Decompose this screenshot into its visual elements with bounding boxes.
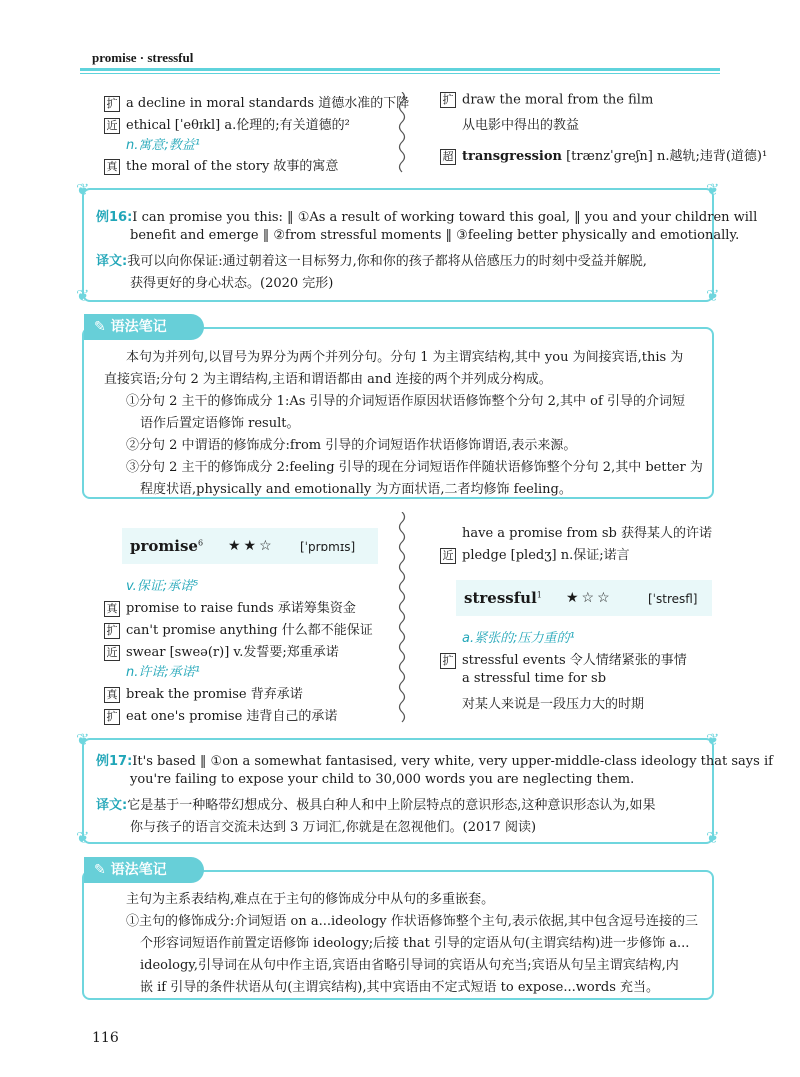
grammar-text: ideology,引导词在从句中作主语,宾语由省略引导词的宾语从句充当;宾语从句呈主谓宾结构,内 xyxy=(140,958,679,973)
headword: promise$^6$ xyxy=(130,537,204,555)
entry-line: 真 the moral of the story 故事的寓意 xyxy=(104,155,338,175)
tag-chao: 超 xyxy=(440,149,456,165)
translation-label: 译文: xyxy=(96,798,128,813)
grammar-text: 程度状语,physically and emotionally 为方面状语,二者均修饰 feeling。 xyxy=(140,482,572,497)
column-divider xyxy=(395,92,409,174)
header-rule-thin xyxy=(80,73,720,74)
translation-label: 译文: xyxy=(96,254,128,269)
pronunciation: [ˈstresfl] xyxy=(648,592,698,606)
ornament-icon: ❦ xyxy=(76,286,90,305)
example-label: 例17: xyxy=(96,754,133,769)
grammar-text: ③分句 2 主干的修饰成分 2:feeling 引导的现在分词短语作伴随状语修饰整个分句 2,其中 better 为 xyxy=(126,460,703,475)
example-chinese-cont: 获得更好的身心状态。(2020 完形) xyxy=(130,276,334,291)
entry-line: 近 ethical [ˈeθɪkl] a.伦理的;有关道德的² xyxy=(104,114,350,134)
entry-line: 真 promise to raise funds 承诺筹集资金 xyxy=(104,597,356,617)
example-chinese: 译文:它是基于一种略带幻想成分、极具白种人和中上阶层特点的意识形态,这种意识形态认为,如果 xyxy=(96,798,656,813)
sense-label: a.紧张的;压力重的¹ xyxy=(462,631,575,646)
grammar-text: ①分句 2 主干的修饰成分 1:As 引导的介词短语作原因状语修饰整个分句 2,其中 of 引导的介词短 xyxy=(126,394,685,409)
tag-kuo: 扩 xyxy=(104,96,120,112)
sense-label: n.许诺;承诺¹ xyxy=(126,665,200,680)
frequency-stars: ★★☆ xyxy=(228,538,275,554)
pen-icon: ✎ xyxy=(94,319,106,335)
example-chinese: 译文:我可以向你保证:通过朝着这一目标努力,你和你的孩子都将从倍感压力的时刻中受益并解脱, xyxy=(96,254,647,269)
ornament-icon: ❦ xyxy=(706,730,720,749)
ornament-icon: ❦ xyxy=(76,180,90,199)
grammar-note-tab: ✎ 语法笔记 xyxy=(84,314,204,340)
grammar-text: ①主句的修饰成分:介词短语 on a...ideology 作状语修饰整个主句,表示依据,其中包含逗号连接的三 xyxy=(126,914,699,929)
grammar-text: 直接宾语;分句 2 为主谓结构,主语和谓语都由 and 连接的两个并列成分构成。 xyxy=(104,372,552,387)
grammar-text: ②分句 2 中谓语的修饰成分:from 引导的介词短语作状语修饰谓语,表示来源。 xyxy=(126,438,577,453)
example-english: 例16:I can promise you this: ‖ ①As a result of working toward this goal, ‖ you and your children will xyxy=(96,210,758,225)
example-english-cont: benefit and emerge ‖ ②from stressful moments ‖ ③feeling better physically and emotionally. xyxy=(130,228,740,243)
tag-zhen: 真 xyxy=(104,159,120,175)
ornament-icon: ❦ xyxy=(706,828,720,847)
entry-line: 扩 stressful events 令人情绪紧张的事情 xyxy=(440,649,687,669)
entry-line: 扩 eat one's promise 违背自己的承诺 xyxy=(104,705,337,725)
frequency-stars: ★☆☆ xyxy=(566,590,613,606)
pen-icon: ✎ xyxy=(94,862,106,878)
page-number: 116 xyxy=(92,1030,119,1046)
pronunciation: [ˈprɒmɪs] xyxy=(300,540,356,554)
entry-line: 近 swear [sweə(r)] v.发誓要;郑重承诺 xyxy=(104,641,339,661)
sense-label: v.保证;承诺⁵ xyxy=(126,579,199,594)
grammar-note-tab: ✎ 语法笔记 xyxy=(84,857,204,883)
grammar-text: 嵌 if 引导的条件状语从句(主谓宾结构),其中宾语由不定式短语 to expose...words 充当。 xyxy=(140,980,660,995)
entry-line: 扩 a decline in moral standards 道德水准的下降 xyxy=(104,92,409,112)
column-divider xyxy=(395,512,409,724)
example-english-cont: you're failing to expose your child to 30,000 words you are neglecting them. xyxy=(130,772,635,787)
grammar-text: 主句为主系表结构,难点在于主句的修饰成分中从句的多重嵌套。 xyxy=(126,892,495,907)
entry-line: 扩 draw the moral from the film xyxy=(440,92,653,108)
example-english: 例17:It's based ‖ ①on a somewhat fantasised, very white, very upper-middle-class ideology that says if xyxy=(96,754,773,769)
entry-translation: 对某人来说是一段压力大的时期 xyxy=(462,697,645,712)
example-chinese-cont: 你与孩子的语言交流未达到 3 万词汇,你就是在忽视他们。(2017 阅读) xyxy=(130,820,537,835)
entry-line: 超 transgression [trænzˈɡreʃn] n.越轨;违背(道德)¹ xyxy=(440,145,767,165)
ornament-icon: ❦ xyxy=(76,730,90,749)
sense-label: n.寓意;教益¹ xyxy=(126,138,200,153)
ornament-icon: ❦ xyxy=(76,828,90,847)
entry-line: a stressful time for sb xyxy=(462,671,607,686)
page-header-title: promise · stressful xyxy=(92,50,194,65)
tag-jin: 近 xyxy=(104,118,120,134)
header-rule xyxy=(80,68,720,71)
ornament-icon: ❦ xyxy=(706,180,720,199)
headword: stressful$^1$ xyxy=(464,589,542,607)
entry-line: have a promise from sb 获得某人的许诺 xyxy=(462,526,712,541)
ornament-icon: ❦ xyxy=(706,286,720,305)
example-label: 例16: xyxy=(96,210,133,225)
tag-kuo: 扩 xyxy=(440,92,456,108)
grammar-text: 本句为并列句,以冒号为界分为两个并列分句。分句 1 为主谓宾结构,其中 you 为间接宾语,this 为 xyxy=(126,350,684,365)
entry-translation: 从电影中得出的教益 xyxy=(462,118,580,133)
entry-line: 近 pledge [pledʒ] n.保证;诺言 xyxy=(440,544,630,564)
entry-line: 扩 can't promise anything 什么都不能保证 xyxy=(104,619,373,639)
entry-line: 真 break the promise 背弃承诺 xyxy=(104,683,303,703)
grammar-text: 语作后置定语修饰 result。 xyxy=(140,416,300,431)
grammar-text: 个形容词短语作前置定语修饰 ideology;后接 that 引导的定语从句(主谓宾结构)进一步修饰 a... xyxy=(140,936,690,951)
